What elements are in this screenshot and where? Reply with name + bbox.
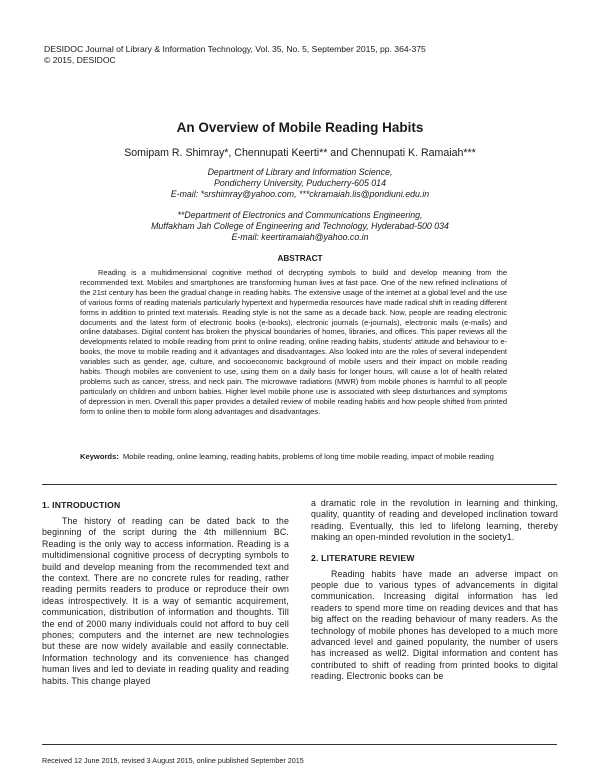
intro-heading: 1. INTRODUCTION [42,500,121,510]
intro-paragraph: The history of reading can be dated back to the beginning of the script during the 4th millennium BC. Reading is the only way to access information. Reading is a multidimensional cognitive process of decrypting symbols to build and develop meaning from the recommended text and the context. There are no concrete rules for reading, rather reading permits readers to produce or reproduce their own ideas introspectively. It is a way of semantic acquirement, communication, distribution of information and thoughts. Till the end of 2000 many individuals could not afford to buy cell phones; computers and the internet are new technologies but these are now widely available and easily connectable. Information technology and its convenience has changed human lives and led to deviate in reading quality and reading habits. This change played [42,516,289,686]
keywords [80,452,507,462]
affiliation-2-line1: **Department of Electronics and Communications Engineering, [177,210,423,220]
affiliation-2-line2: Muffakham Jah College of Engineering and Technology, Hyderabad-500 034 [151,221,449,231]
top-divider [42,484,557,485]
author-list: Somipam R. Shimray*, Chennupati Keerti** and Chennupati K. Ramaiah*** [124,147,476,159]
literature-paragraph: Reading habits have made an adverse impact on people due to various types of advancements in digital communication. Increasing digital information has led readers to spend more time on reading devices and that has big affect on the reading behaviour of many readers. As the technology of mobile phones has developed to a much more advanced level and gained popularity, the number of users has increased as well2. Digital information and content has contributed to shift of reading from printed books to digital reading. Electronic books can be [311,568,558,682]
abstract-heading: ABSTRACT [277,254,323,263]
abstract-text: Reading is a multidimensional cognitive method of decrypting symbols to build and develop meaning from the recommended text. Mobiles and smartphones are transforming human lives at fast pace. One of the new refined inclinations of the 21st century has been the gradual change in reading habits. The extensive usage of the internet at a global level and the use of various forms of reading materials particularly hypertext and hypermedia resources have made radical shift in reading different forms in addition to printed text materials. Reading style is not the same as a decade back. Now, people are reading electronic documents and the latest form of electronic books (e-books), electronic journals (e-journals), electronic mails (e-mails) and online databases. Digital content has broken the physical boundaries of homes, libraries, and offices. This paper reviews all the developments related to mobile reading from print to online reading, online reading habits, students' attitude and behaviour to e-books, the move to mobile reading and it advantages and disadvantages. Also looked into are the roles of several independent variables such as gender, age, culture, and socioeconomic background of mobile users and their impact on mobile reading habits. Though mobiles are convenient to use, using them on a daily basis for longer hours, will cause a lot of health related problems such as cancer, stress, and neck pain. The microwave radiations (MWR) from mobile phones is harmful to all people particularly on children and unborn babies. Higher level mobile phone use is associated with sleep disturbances and symptoms of depression in men. Overall this paper provides a detailed review of mobile reading habits and how people shifted from printed form to online then to mobile form along advantages and disadvantages. [80,268,507,416]
journal-citation: DESIDOC Journal of Library & Information Technology, Vol. 35, No. 5, September 2015, pp. 364-375 [44,44,426,54]
affiliation-1-line3: E-mail: *srshimray@yahoo.com, ***ckramaiah.lis@pondiuni.edu.in [170,189,430,199]
affiliation-2 [0,210,600,243]
keywords-text: Mobile reading, online learning, reading habits, problems of long time mobile reading, impact of mobile reading [122,452,494,461]
received-note: Received 12 June 2015, revised 3 August 2015, online published September 2015 [42,756,304,765]
copyright-line: © 2015, DESIDOC [44,55,116,65]
affiliation-1-line1: Department of Library and Information Science, [207,167,393,177]
literature-heading: 2. LITERATURE REVIEW [311,552,415,563]
intro-continuation: a dramatic role in the revolution in learning and thinking, quality, quantity of reading and developed inclination toward reading. Eventually, this led to lifelong learning, thereby making an open-minded revolution in the society1. [311,498,558,543]
right-column [311,498,558,683]
journal-header [44,44,426,66]
affiliation-1 [0,167,600,200]
affiliation-1-line2: Pondicherry University, Puducherry-605 014 [214,178,386,188]
left-column [42,500,289,687]
keywords-label: Keywords: [80,452,119,461]
bottom-divider [42,744,557,745]
paper-title: An Overview of Mobile Reading Habits [176,120,424,135]
affiliation-2-line3: E-mail: keertiramaiah@yahoo.co.in [231,232,369,242]
